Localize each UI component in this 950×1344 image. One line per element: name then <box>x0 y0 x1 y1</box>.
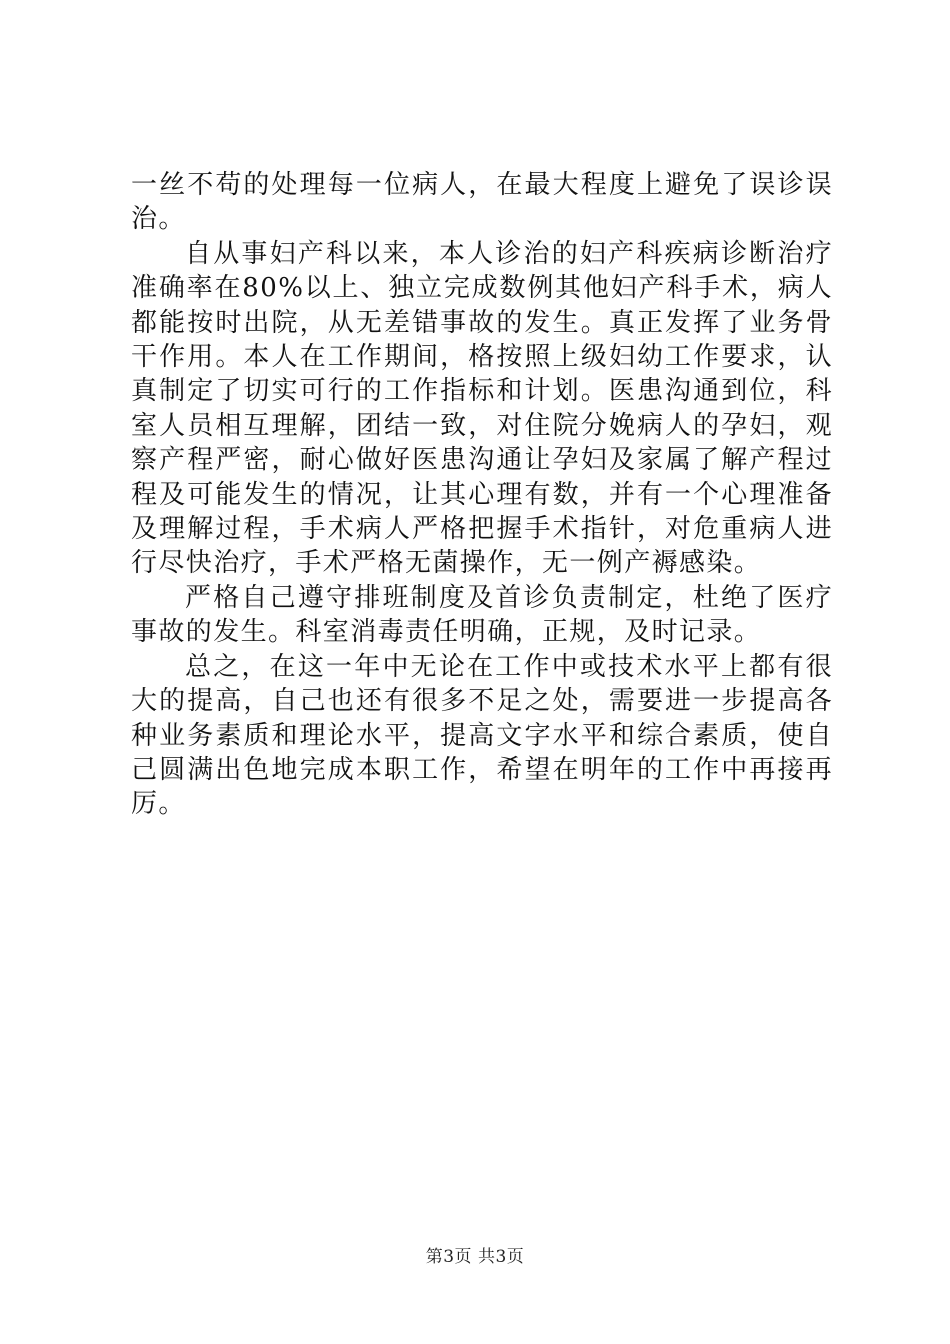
document-body <box>131 168 833 822</box>
paragraph-1: 一丝不苟的处理每一位病人，在最大程度上避免了误诊误治。 <box>131 170 833 235</box>
page-number-footer: 第3页 共3页 <box>425 1247 525 1267</box>
paragraph-4: 总之，在这一年中无论在工作中或技术水平上都有很大的提高，自己也还有很多不足之处，需要进一步提高各种业务素质和理论水平，提高文字水平和综合素质，使自己圆满出色地完成本职工作，希望在明年的工作中再接再厉。 <box>131 651 833 820</box>
paragraph-2: 自从事妇产科以来，本人诊治的妇产科疾病诊断治疗准确率在80%以上、独立完成数例其他妇产科手术，病人都能按时出院，从无差错事故的发生。真正发挥了业务骨干作用。本人在工作期间，格按照上级妇幼工作要求，认真制定了切实可行的工作指标和计划。医患沟通到位，科室人员相互理解，团结一致，对住院分娩病人的孕妇，观察产程严密，耐心做好医患沟通让孕妇及家属了解产程过程及可能发生的情况，让其心理有数，并有一个心理准备及理解过程，手术病人严格把握手术指针，对危重病人进行尽快治疗，手术严格无菌操作，无一例产褥感染。 <box>131 238 833 579</box>
paragraph-3: 严格自己遵守排班制度及首诊负责制定，杜绝了医疗事故的发生。科室消毒责任明确，正规，及时记录。 <box>131 582 833 648</box>
